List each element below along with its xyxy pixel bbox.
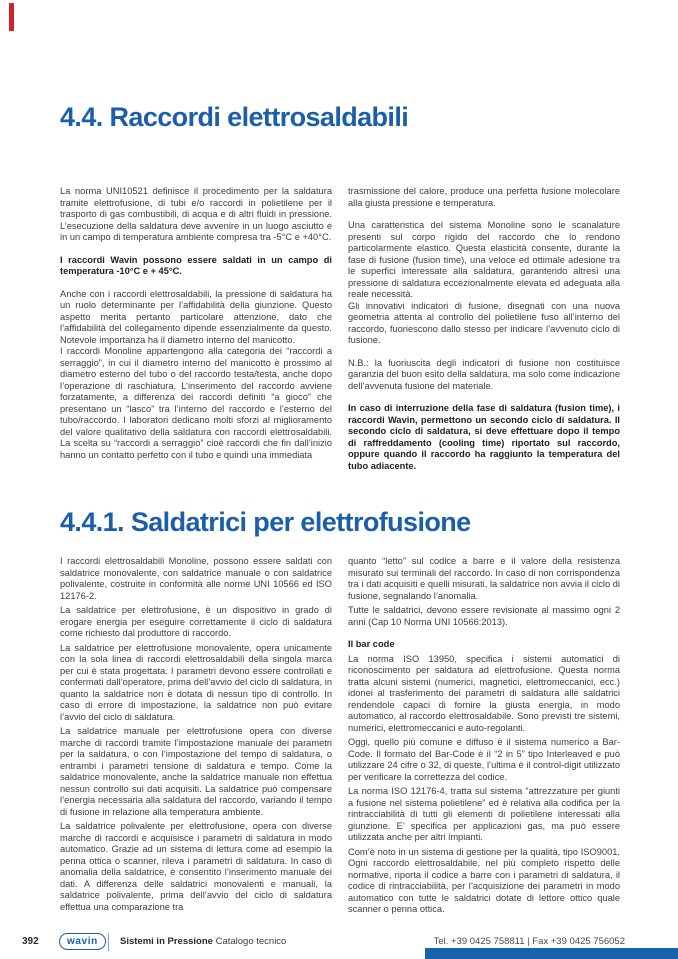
paragraph: La saldatrice manuale per elettrofusione opera con diverse marche di raccordi tramite l’impostazione manuale dei parametri per la saldatura, o con l’impostazione del tempo di saldatura, o entrambi i parametri tensione di saldatura e tempo. Come la saldatrice monovalente, anche la saldatrice manuale non effettua nessun controllo sui dati acquisiti. La saldatrice può compensare l’energia necessaria alla saldatura del raccordo, variando il tempo di fusione in relazione alla temperatura ambiente. [60,726,332,817]
paragraph: N.B.: la fuoriuscita degli indicatori di fusione non costituisce garanzia del buon esito della saldatura, ma solo come indicazione dell’avvenuta fusione del materiale. [348,357,620,391]
footer-series-rest: Catalogo tecnico [215,936,287,947]
paragraph-bold: I raccordi Wavin possono essere saldati in un campo di temperatura -10°C e + 45°C. [60,254,332,276]
wavin-logo [59,933,106,950]
footer-series-title [120,936,286,947]
section-title-4-4-1: 4.4.1. Saldatrici per elettrofusione [60,507,471,537]
section-4-4-body [60,186,620,472]
footer-divider [108,933,109,951]
paragraph: Tutte le saldatrici, devono essere revisionate al massimo ogni 2 anni (Cap 10 Norma UNI 10566:2013). [348,605,620,627]
paragraph: La saldatrice polivalente per elettrofusione, opera con diverse marche di raccordi e acquisisce i parametri di saldatura in modo automatico. Grazie ad un sistema di lettura come ad esempio la penna ottica o scanner, rileva i parametri di saldatura. In caso di anomalia della saldatrice, è consentito l’inserimento manuale dei dati. A differenza delle saldatrici monovalenti e manuali, la saldatrice polivalente, prima dell’avvio del ciclo di saldatura effettua una comparazione tra [60,821,332,912]
section-title-4-4: 4.4. Raccordi elettrosaldabili [60,102,409,132]
paragraph: Gli innovativi indicatori di fusione, disegnati con una nuova geometria attenta al controllo del polietilene fuso all’interno del raccordo, fuoriescono dallo stesso per indicare l’avvenuto ciclo di fusione. [348,300,620,345]
paragraph: Oggi, quello più comune e diffuso è il sistema numerico a Bar-Code. Il formato del Bar-Code è il “2 in 5” tipo Interleaved e può utilizzare 24 cifre o 32, di queste, l’ultima è il control-digit utilizzato per verificare la correttezza del codice. [348,737,620,782]
paragraph: I raccordi elettrosaldabili Monoline, possono essere saldati con saldatrice monovalente, con saldatrice manuale o con saldatrice polivalente, costruite in conformità alle norme UNI 10566 ed ISO 12176-2. [60,556,332,601]
section-4-4-1-body [60,556,620,919]
paragraph: Anche con i raccordi elettrosaldabili, la pressione di saldatura ha un ruolo determinante per l’affidabilità della giunzione. Questo aspetto merita pertanto particolare attenzione, dato che l’affidabilità del collegamento dipende essenzialmente da questo. Notevole importanza ha il diametro interno del manicotto. [60,288,332,345]
paragraph: La saldatrice per elettrofusione monovalente, opera unicamente con la sola linea di raccordi elettrosaldabili della singola marca per cui è stata progettata. I parametri devono essere controllati e confermati dall’operatore, prima dell’avvio del ciclo di saldatura, in quanto la saldatrice non è dotata di nessun tipo di controllo. In caso di errore di impostazione, la saldatrice non può evitare l’avvio del ciclo di saldatura. [60,642,332,722]
paragraph: Una caratteristica del sistema Monoline sono le scanalature presenti sul corpo rigido del raccordo che lo rendono particolarmente elastico. Questa elasticità consente, durante la fase di fusione (fusion time), una veloce ed ottimale adesione tra le superfici interessate alla saldatura, garantendo altresì una pressione di saldatura eccezionalmente elevata ed adeguata alla reale necessità. [348,220,620,299]
paragraph: La norma ISO 13950, specifica i sistemi automatici di riconoscimento per saldatura ad elettrofusione. Questa norma tratta alcuni sistemi (numerici, magnetici, elettromeccanici, ecc.) idonei al trasferimento dei parametri di saldatura alle saldatrici rendendole capaci di fornire la giusta energia, in modo automatico, al raccordo elettrosaldabile. Sono previsti tre sistemi, numerici, elettromeccanici e auto-regolanti. [348,653,620,733]
page-number: 392 [22,936,39,947]
red-bleed-mark [9,3,14,31]
left-column [60,556,332,919]
paragraph: trasmissione del calore, produce una perfetta fusione molecolare alla giusta pressione e temperatura. [348,186,620,208]
paragraph: La saldatrice per elettrofusione, è un dispositivo in grado di erogare energia per eseguire correttamente il ciclo di saldatura come richiesto dal produttore di raccordo. [60,605,332,638]
paragraph: I raccordi Monoline appartengono alla categoria dei “raccordi a serraggio”, in cui il diametro interno del manicotto è prossimo al diametro esterno del tubo o del raccordo testa/testa, anche dopo l’operazione di raschiatura. L’inserimento del raccordo avviene forzatamente, a differenza dei raccordi definiti “a gioco” che presentano un “lasco” tra l’interno del raccordo e l’esterno del tubo/raccordo. I laboratori dedicano molti sforzi al miglioramento del valore qualitativo della saldatura con raccordi elettrosaldabili. La scelta su “raccordi a serraggio” cioè raccordi che fin dall’inizio hanno un contatto perfetto con il tubo e quindi una immediata [60,346,332,460]
subheading-bar-code: Il bar code [348,639,395,649]
bottom-accent-bar [425,948,678,959]
paragraph: La norma ISO 12176-4, tratta sul sistema “attrezzature per giunti a fusione nel sistema polietilene” ed è relativa alla codifica per la rintracciabilità di tutti gli elementi di polietilene interessati alla giunzione. E’ specifica per applicazioni gas, ma può essere utilizzata anche per altri impianti. [348,786,620,842]
footer-contact: Tel. +39 0425 758811 | Fax +39 0425 756052 [433,936,625,947]
paragraph: La norma UNI10521 definisce il procedimento per la saldatura tramite elettrofusione, di tubi e/o raccordi in polietilene per il trasporto di gas combustibili, di acqua e di altri fluidi in pressione. L’esecuzione della saldatura deve avvenire in un luogo asciutto e in un campo di temperatura ambiente compresa tra -5°C e +40°C. [60,186,332,242]
right-column [348,186,620,472]
right-column [348,556,620,919]
paragraph-bold: In caso di interruzione della fase di saldatura (fusion time), i raccordi Wavin, permettono un secondo ciclo di saldatura. Il secondo ciclo di saldatura, si deve effettuare dopo il tempo di raffreddamento (cooling time) riportato sul raccordo, oppure quando il raccordo ha raggiunto la temperatura del tubo adiacente. [348,403,620,471]
wavin-logo-text: wavin [67,935,98,947]
left-column [60,186,332,472]
paragraph: Com’è noto in un sistema di gestione per la qualità, tipo ISO9001, Ogni raccordo elettrosaldabile, nel più completo rispetto delle normative, riporta il codice a barre con i parametri di saldatura, il codice di rintracciabilità, per l’acquisizione dei parametri in modo automatico con tutte le saldatrici dotate di lettore ottico quale scanner o penna ottica. [348,846,620,914]
footer-series-bold: Sistemi in Pressione [120,936,213,947]
paragraph: quanto “letto” sul codice a barre e il valore della resistenza misurato sui terminali del raccordo. In caso di non corrispondenza tra i dati acquisiti e quelli misurati, la saldatrice non avvia il ciclo di fusione, segnalando l’anomalia. [348,556,620,601]
